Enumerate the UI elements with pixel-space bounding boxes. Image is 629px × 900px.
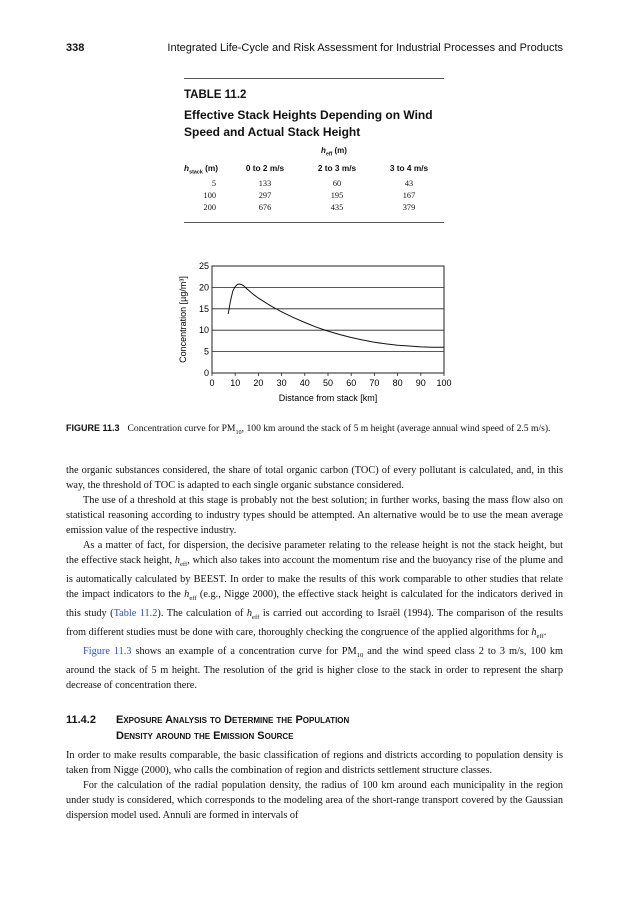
y-tick-label: 25 xyxy=(198,261,209,271)
table-row xyxy=(184,190,444,202)
x-tick-label: 70 xyxy=(369,378,380,388)
table-cell: 195 xyxy=(330,190,344,200)
table-cell: 43 xyxy=(404,178,414,188)
paragraph: Figure 11.3 shows an example of a concentration curve for $PM_{10}$ and the wind speed class 2 to 3 m/s, 100 km around the stack of 5 m height. The resolution of the grid is higher close to the stack in order to represent the sharp decrease of concentration there. xyxy=(66,646,563,692)
body-text-2 xyxy=(66,748,563,823)
table-title-line1: Effective Stack Heights Depending on Wind xyxy=(184,108,433,122)
table-cell: 60 xyxy=(332,178,342,188)
table-header-col3: 3 to 4 m/s xyxy=(389,162,429,173)
y-tick-label: 20 xyxy=(198,282,209,293)
x-tick-label: 50 xyxy=(322,378,334,388)
paragraph: As a matter of fact, for dispersion, the decisive parameter relating to the release height is not the stack height, but the effective stack height, $h_{eff}$, which also takes into account the momentum rise and the buoyancy rise of the plume and is automatically calculated by BEEST. In order to make the results of this work comparable to other studies that relate the impact indicators to the $h_{eff}$ (e.g., Nigge 2000), the effective stack height is calculated for the indicators derived in this study (Table 11.2). The calculation of $h_{eff}$ is carried out according to Israël (1994). The comparison of the results from different studies must be done with care, thoroughly checking the congruence of the applied algorithms for $h_{eff}$. xyxy=(66,540,564,641)
paragraph: the organic substances considered, the share of total organic carbon (TOC) of every pollutant is calculated, and, in this way, the threshold of TOC is adapted to each single organic substance considered. xyxy=(66,465,563,491)
x-tick-label: 60 xyxy=(346,378,357,388)
paragraph: The use of a threshold at this stage is probably not the best solution; in further works, basing the mass flow also on statistical reasoning according to industry types should be attempted. An alternative would be to use the mean average emission value of the respective industry. xyxy=(66,495,563,536)
table-cell: 379 xyxy=(402,202,416,212)
y-axis-label: Concentration [µg/m³] xyxy=(178,276,188,363)
plot-frame xyxy=(212,266,444,373)
table-header-col2: 2 to 3 m/s xyxy=(317,162,357,173)
table-header-col1: 0 to 2 m/s xyxy=(245,162,285,173)
series-line xyxy=(228,284,444,347)
table-cell: 297 xyxy=(258,190,272,200)
x-tick-label: 90 xyxy=(415,378,426,388)
x-tick-label: 100 xyxy=(436,378,452,388)
table-title-line2: Speed and Actual Stack Height xyxy=(184,125,361,139)
table-top-rule xyxy=(184,78,444,79)
table-header-stack: $h_{stack}$ (m) xyxy=(184,162,219,176)
page-number: 338 xyxy=(66,42,85,54)
paragraph: For the calculation of the radial population density, the radius of 100 km around each municipality in the region under study is considered, which corresponds to the modeling area of the short-range transport covered by the Gaussian dispersion model used. Annuli are formed in intervals of xyxy=(66,780,563,821)
running-header xyxy=(66,42,563,58)
table-link[interactable]: Table 11.2 xyxy=(113,608,158,620)
table-row xyxy=(184,202,444,214)
table-label: TABLE 11.2 xyxy=(184,89,247,101)
table-cell: 676 xyxy=(258,202,272,212)
concentration-chart xyxy=(176,256,466,408)
figure-label: FIGURE 11.3 xyxy=(66,423,120,433)
table-cell: 133 xyxy=(258,178,272,188)
table-bottom-rule xyxy=(184,222,444,223)
x-tick-label: 20 xyxy=(253,378,264,388)
y-tick-label: 5 xyxy=(203,346,209,357)
paragraph: In order to make results comparable, the basic classification of regions and districts according to population density is taken from Nigge (2000), who calls the combination of region and districts settlement structure classes. xyxy=(66,750,563,776)
x-tick-label: 80 xyxy=(392,378,403,388)
x-axis-label: Distance from stack [km] xyxy=(278,393,378,403)
table-cell: 435 xyxy=(330,202,344,212)
table-group-header: $h_{eff}$ (m) xyxy=(321,146,347,158)
x-tick-label: 40 xyxy=(299,378,310,388)
body-text xyxy=(66,463,563,693)
section-title-line1: Exposure Analysis to Determine the Population xyxy=(116,714,350,726)
table-11-2 xyxy=(184,78,444,223)
figure-link[interactable]: Figure 11.3 xyxy=(83,646,132,658)
section-title xyxy=(116,712,349,744)
table-cell: 200 xyxy=(203,202,216,212)
x-tick-label: 30 xyxy=(276,378,287,388)
table-cell: 100 xyxy=(203,190,216,200)
running-title: Integrated Life-Cycle and Risk Assessment for Industrial Processes and Products xyxy=(167,42,563,54)
y-tick-label: 0 xyxy=(203,368,209,378)
x-tick-label: 0 xyxy=(209,378,215,388)
table-header-row xyxy=(184,162,444,174)
section-number: 11.4.2 xyxy=(66,714,96,726)
x-tick-label: 10 xyxy=(230,378,241,388)
y-tick-label: 10 xyxy=(198,325,209,336)
section-title-line2: Density around the Emission Source xyxy=(116,730,294,742)
table-row xyxy=(184,178,444,190)
table-cell: 167 xyxy=(402,190,416,200)
table-cell: 5 xyxy=(211,178,216,188)
figure-caption: FIGURE 11.3 Concentration curve for $PM_{10}$, 100 km around the stack of 5 m height (average annual wind speed of 2.5 m/s). xyxy=(66,423,551,436)
y-tick-label: 15 xyxy=(198,303,209,314)
table-title xyxy=(184,107,444,141)
